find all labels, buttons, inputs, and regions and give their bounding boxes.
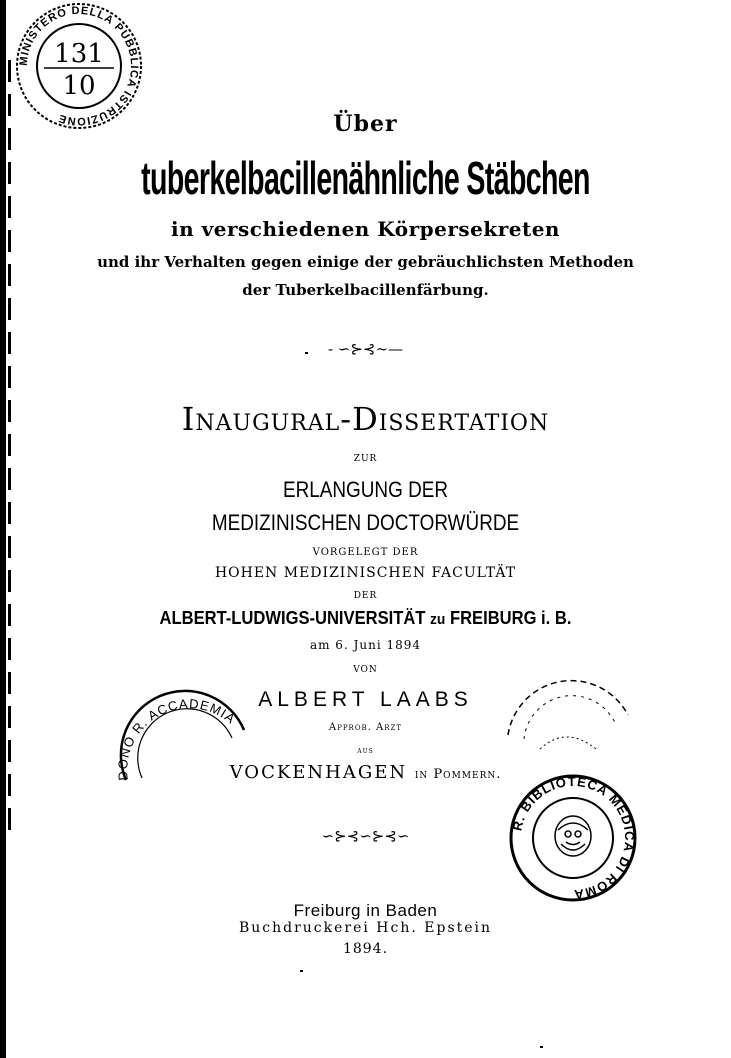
ornament-divider-2: ∽⊱⊰∽⊱⊰∽ <box>321 827 410 845</box>
university-name: ALBERT-LUDWIGS-UNIVERSITÄT <box>159 608 426 628</box>
subtitle-line-2: und ihr Verhalten gegen einige der gebräuchlichsten Methoden <box>97 253 634 271</box>
university-zu: zu <box>430 611 446 628</box>
publication-city: Freiburg in Baden <box>293 901 438 920</box>
speck <box>305 352 308 354</box>
scan-edge <box>0 0 6 1058</box>
hometown-suffix: in Pommern. <box>414 767 502 782</box>
purpose-line-1: ERLANGUNG DER <box>282 477 449 502</box>
author-title: Approb. Arzt <box>328 722 403 733</box>
defense-date: am 6. Juni 1894 <box>309 638 422 652</box>
main-title: tuberkelbacillenähnliche Stäbchen <box>141 152 590 204</box>
der-label: DER <box>353 591 378 601</box>
faint-stamp <box>500 655 635 765</box>
library-stamp-ring-text: R. BIBLIOTECA MEDICA DI ROMA <box>509 773 638 903</box>
donor-stamp <box>108 680 248 798</box>
von-label: VON <box>353 665 378 675</box>
inventory-stamp-ring-text: MINISTERO DELLA PUBBLICA ISTRUZIONE <box>17 4 141 128</box>
inventory-number-2: 10 <box>62 71 96 101</box>
university-line <box>29 608 702 629</box>
purpose-line-2: MEDIZINISCHEN DOCTORWÜRDE <box>211 510 520 535</box>
library-stamp <box>506 772 640 904</box>
dissertation-heading: Inaugural-Dissertation <box>181 400 550 438</box>
inventory-number-1: 131 <box>54 39 104 69</box>
donor-stamp-ring-text: DONO R. ACCADEMIA <box>115 696 239 781</box>
subtitle-line-3: der Tuberkelbacillenfärbung. <box>242 281 489 299</box>
university-city: FREIBURG i. B. <box>449 608 572 628</box>
hometown: VOCKENHAGEN <box>229 762 408 783</box>
aus-label: aus <box>357 746 374 756</box>
speck <box>300 970 303 972</box>
title-pre: Über <box>333 111 398 137</box>
library-emblem-icon <box>555 816 591 856</box>
speck <box>540 1046 543 1048</box>
zur-label: ZUR <box>353 454 378 464</box>
publication-year: 1894. <box>342 941 389 957</box>
faculty-line: HOHEN MEDIZINISCHEN FACULTÄT <box>214 565 517 581</box>
svg-text:DONO R. ACCADEMIA <box>115 696 239 781</box>
subtitle-line-1: in verschiedenen Körpersekreten <box>171 217 560 241</box>
ornament-divider-1: - ∽⊱⊰∼— <box>327 340 404 358</box>
author-name: ALBERT LAABS <box>258 688 473 711</box>
vorgelegt-label: VORGELEGT DER <box>312 547 419 558</box>
printer-name: Buchdruckerei Hch. Epstein <box>238 920 493 936</box>
